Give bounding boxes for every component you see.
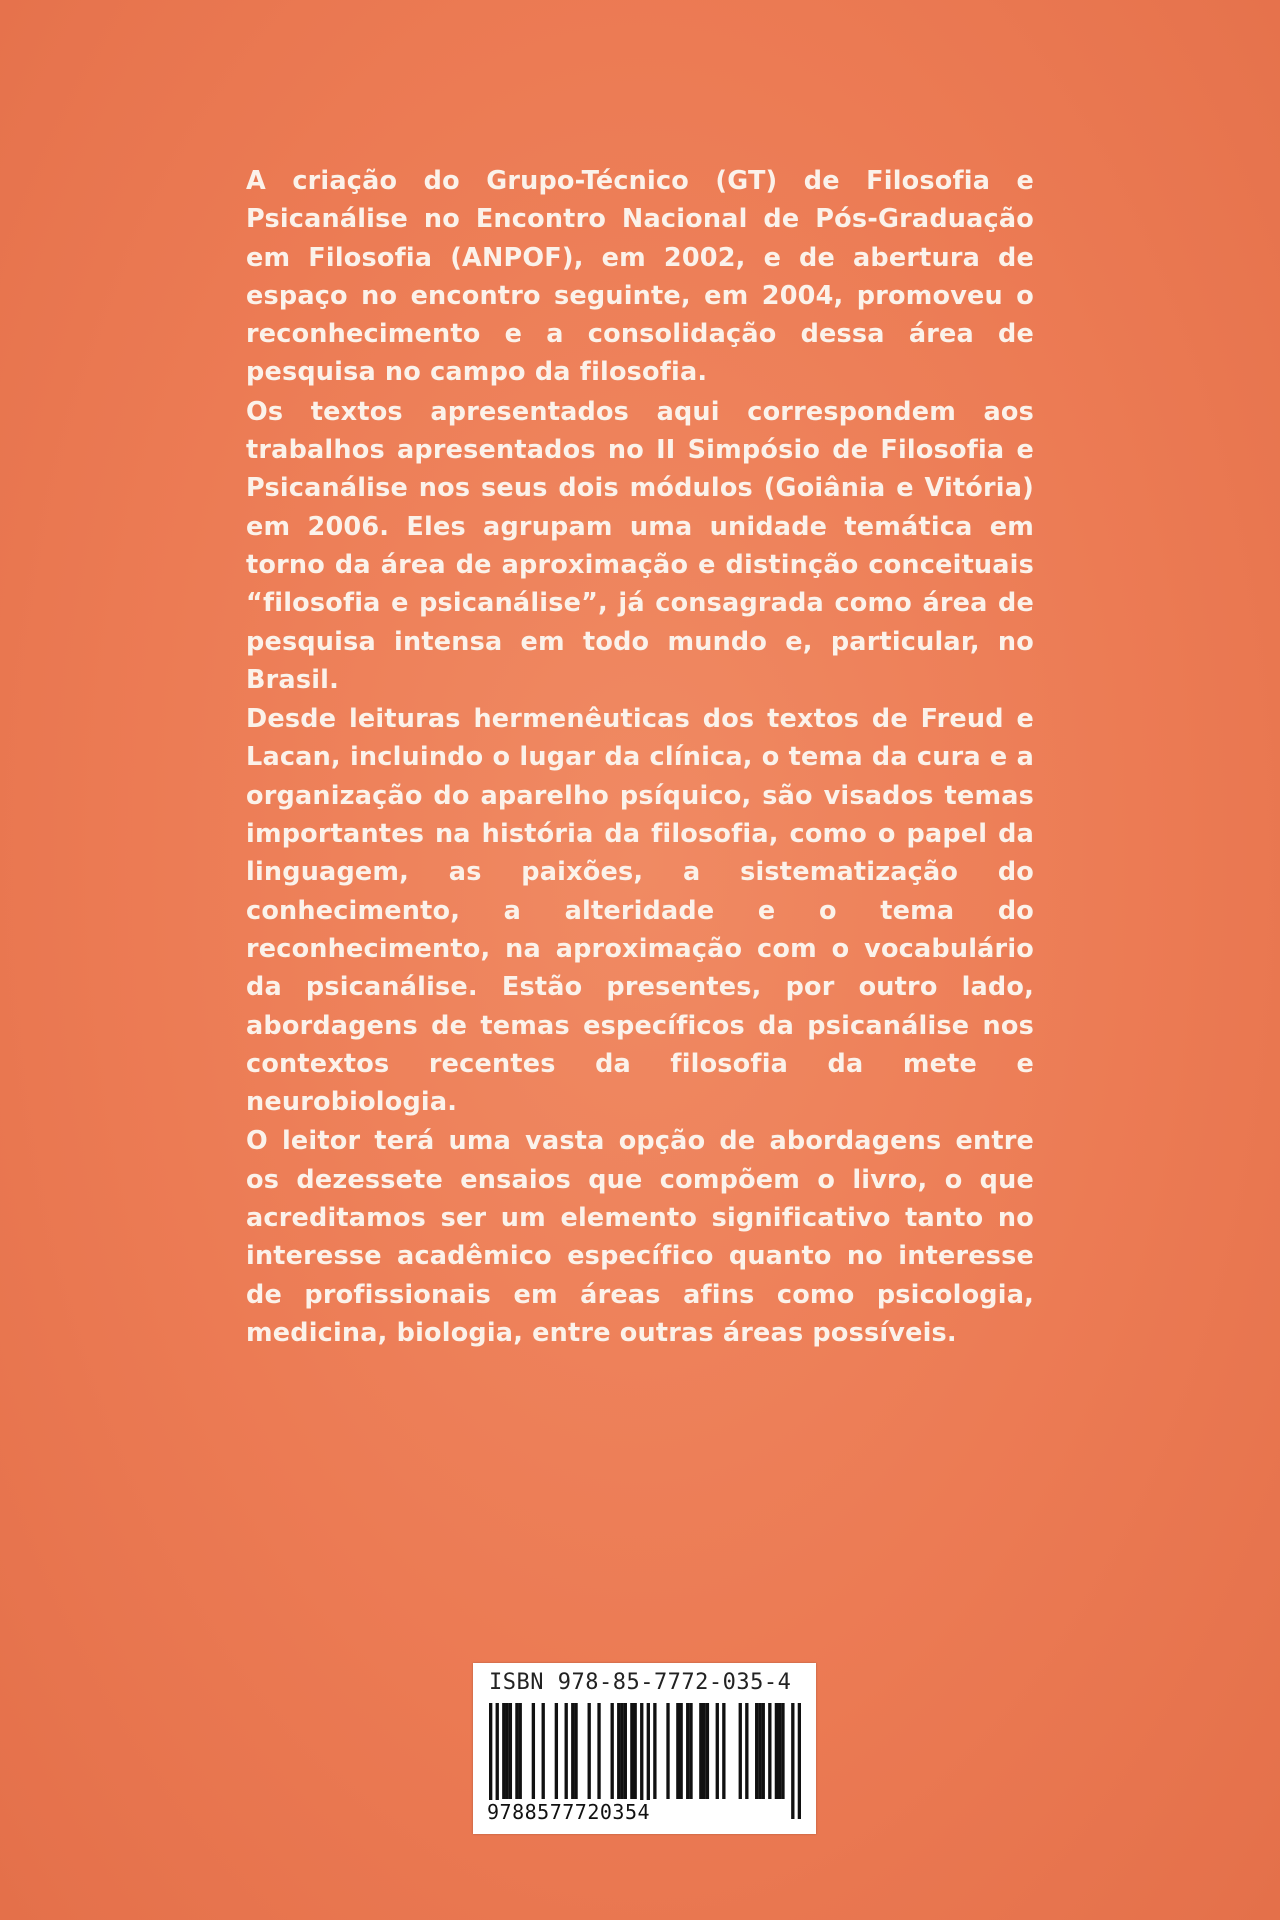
barcode-bar [762,1703,765,1799]
barcode-bar [666,1703,669,1799]
blurb-paragraph-1: A criação do Grupo-Técnico (GT) de Filosofia e Psicanálise no Encontro Nacional de Pós-Graduação em Filosofia (ANPOF), em 2002, e de abertura de espaço no encontro seguinte, em 2004, promoveu o reconhecimento e a consolidação dessa área de pesquisa no campo da filosofia. [246,166,1034,388]
barcode-guard-bar [791,1703,794,1819]
barcode-guard-bar [798,1703,801,1819]
barcode-bar [722,1703,725,1799]
barcode-bar [630,1703,633,1799]
barcode-bar [574,1703,577,1799]
barcode-bar [755,1703,758,1799]
barcode-bar [699,1703,702,1799]
barcode-bar [597,1703,600,1799]
isbn-label: ISBN 978-85-7772-035-4 [489,1670,792,1695]
barcode-bar [565,1703,568,1799]
cover-blurb [246,162,1034,1353]
barcode-bar [778,1703,781,1799]
barcode-bar [686,1703,689,1799]
barcode-bar [532,1703,535,1799]
barcode-bar [542,1703,545,1799]
barcode-bar [588,1703,591,1799]
barcode-bar [768,1703,771,1799]
barcode-bar [775,1703,778,1799]
barcode-bar [515,1703,518,1799]
blurb-paragraph-2: Os textos apresentados aqui correspondem aos trabalhos apresentados no II Simpósio de Filosofia e Psicanálise nos seus dois módulos (Goiânia e Vitória) em 2006. Eles agrupam uma unidade temática em torno da área de aproximação e distinção conceituais “filosofia e psicanálise”, já consagrada como área de pesquisa intensa em todo mundo e, particular, no Brasil. [246,396,1034,695]
barcode-bar [555,1703,558,1799]
barcode-bar [620,1703,623,1799]
blurb-paragraph-3: Desde leituras hermenêuticas dos textos de Freud e Lacan, incluindo o lugar da clínica, o tema da cura e a organização do aparelho psíquico, são visados temas importantes na história da filosofia, como o papel da linguagem, as paixões, a sistematização do conhecimento, a alteridade e o tema do reconhecimento, na aproximação com o vocabulário da psicanálise. Estão presentes, por outro lado, abordagens de temas específicos da psicanálise nos contextos recentes da filosofia da mete e neurobiologia. [246,704,1034,1118]
barcode-bar [676,1703,679,1799]
barcode-bar [634,1703,637,1799]
barcode-bar [617,1703,620,1799]
barcode-bar [706,1703,709,1799]
barcode-number: 9788577720354 [487,1800,651,1824]
barcode-bar [509,1703,512,1799]
barcode-bar [679,1703,682,1799]
barcode-bar [739,1703,742,1799]
barcode-bar [716,1703,719,1799]
barcode-bar [689,1703,692,1799]
barcode-bar [502,1703,505,1799]
barcode-bar [781,1703,784,1799]
barcode-bar [653,1703,656,1799]
isbn-barcode-panel [473,1663,816,1834]
barcode-bar [758,1703,761,1799]
barcode-bar [702,1703,705,1799]
barcode-bar [505,1703,508,1799]
barcode-bar [611,1703,614,1799]
barcode-bar [571,1703,574,1799]
blurb-paragraph-4: O leitor terá uma vasta opção de abordagens entre os dezessete ensaios que compõem o livro, o que acreditamos ser um elemento significativo tanto no interesse acadêmico específico quanto no interesse de profissionais em áreas afins como psicologia, medicina, biologia, entre outras áreas possíveis. [246,1126,1034,1348]
barcode-bar [624,1703,627,1799]
barcode-bar [745,1703,748,1799]
barcode-bar [519,1703,522,1799]
